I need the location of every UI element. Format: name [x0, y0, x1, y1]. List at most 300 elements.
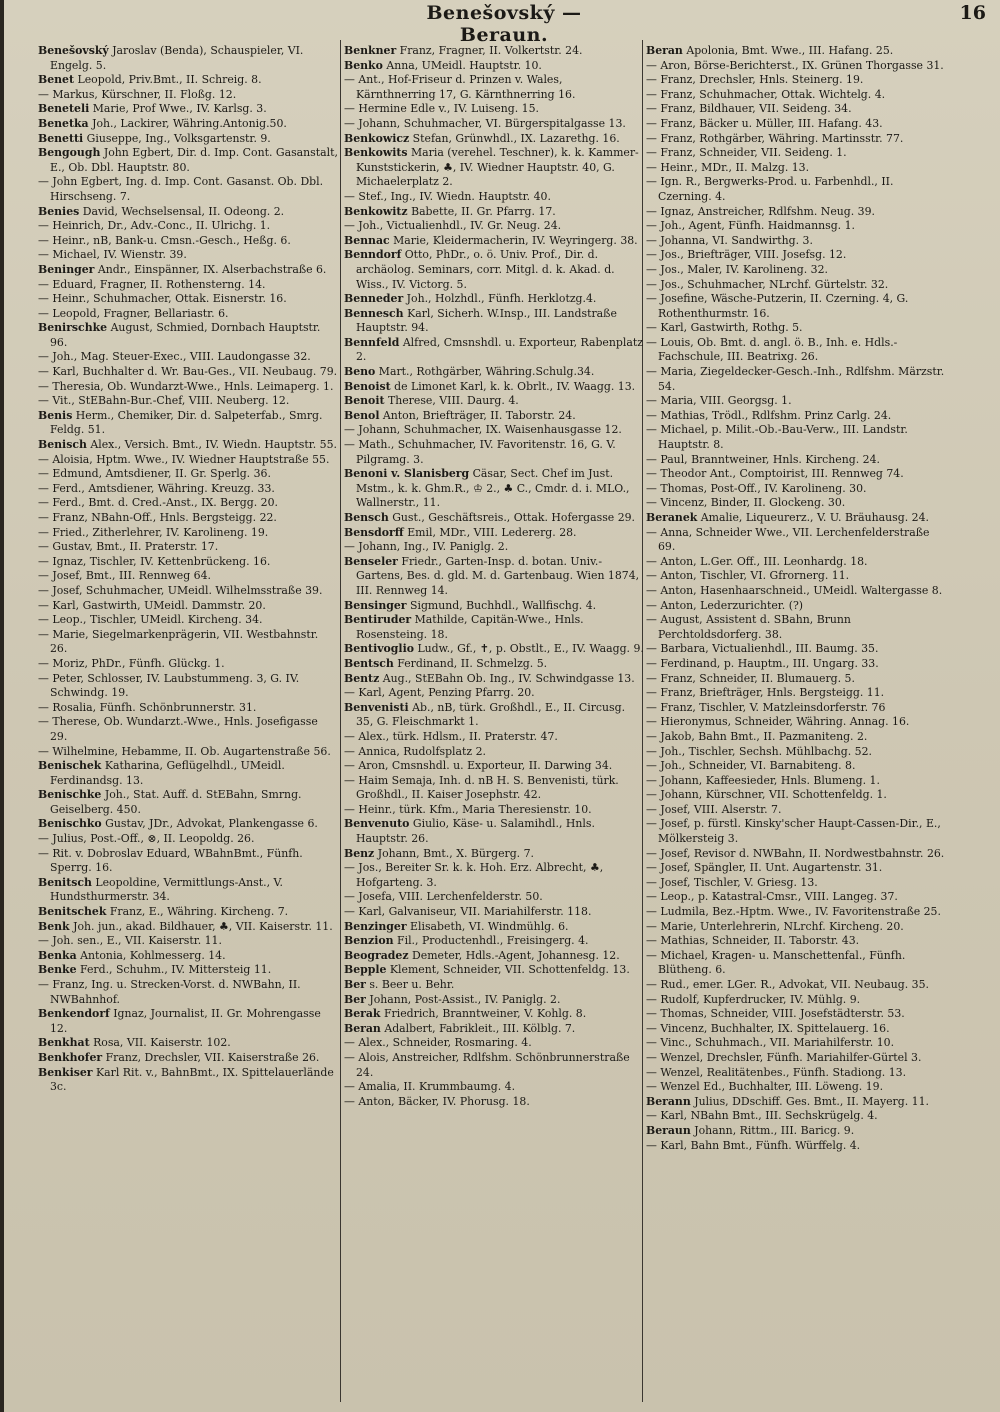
- entry-surname: Bensdorff: [344, 525, 404, 539]
- entry-details: — Jos., Bereiter Sr. k. k. Hoh. Erz. Albrecht, ♣, Hofgarteng. 3.: [344, 861, 604, 889]
- entry-surname: Benkhofer: [38, 1050, 103, 1064]
- entry-details: — Alex., türk. Hdlsm., II. Praterstr. 47.: [344, 729, 558, 743]
- directory-entry: [344, 394, 644, 409]
- directory-entry: [646, 365, 946, 394]
- entry-details: Amalie, Liqueurerz., V. U. Bräuhausg. 24.: [700, 511, 929, 524]
- entry-details: Emil, MDr., VIII. Ledererg. 28.: [407, 525, 577, 539]
- directory-entry: [646, 657, 946, 672]
- directory-entry: [646, 1139, 946, 1154]
- directory-entry: [38, 526, 338, 541]
- entry-details: — Karl, Buchhalter d. Wr. Bau-Ges., VII. Neubaug. 79.: [38, 365, 338, 379]
- directory-entry: [344, 817, 644, 846]
- entry-surname: Bengough: [38, 146, 101, 160]
- directory-entry: [38, 292, 338, 307]
- directory-entry: [344, 555, 644, 599]
- directory-entry: [38, 409, 338, 438]
- entry-details: — Josef, Tischler, V. Griesg. 13.: [646, 875, 818, 889]
- entry-surname: Benetka: [38, 116, 89, 130]
- entry-surname: Benischek: [38, 759, 102, 773]
- directory-entry: [344, 438, 644, 467]
- entry-details: — Johanna, VI. Sandwirthg. 3.: [646, 233, 813, 247]
- entry-details: Antonia, Kohlmesserg. 14.: [80, 948, 226, 962]
- directory-entry: [344, 365, 644, 380]
- directory-entry: [38, 817, 338, 832]
- directory-entry: [344, 920, 644, 935]
- directory-entry: [646, 1124, 946, 1139]
- directory-entry: [646, 876, 946, 891]
- entry-details: Cäsar, Sect. Chef im Just. Mstm., k. k. Ghm.R., ♔ 2., ♣ C., Cmdr. d. i. MLO., Wallnerstr., 11.: [356, 467, 630, 510]
- directory-entry: [646, 234, 946, 249]
- entry-surname: Benkendorf: [38, 1007, 110, 1021]
- directory-entry: [344, 934, 644, 949]
- entry-details: — Fried., Zitherlehrer, IV. Karolineng. 19.: [38, 525, 269, 539]
- directory-entry: [646, 73, 946, 88]
- directory-entry: [38, 205, 338, 220]
- entry-surname: Berann: [646, 1094, 691, 1108]
- entry-details: Otto, PhDr., o. ö. Univ. Prof., Dir. d. archäolog. Seminars, corr. Mitgl. d. k. Akad. d. Wiss., IV. Victorg. 5.: [356, 248, 615, 291]
- entry-details: — Therese, Ob. Wundarzt.-Wwe., Hnls. Josefigasse 29.: [38, 715, 318, 743]
- entry-details: — Franz, Bildhauer, VII. Seideng. 34.: [646, 102, 852, 116]
- directory-entry: [344, 467, 644, 511]
- directory-entry: [646, 423, 946, 452]
- entry-details: — Wenzel, Drechsler, Fünfh. Mariahilfer-Gürtel 3.: [646, 1050, 922, 1064]
- entry-details: — Rit. v. Dobroslav Eduard, WBahnBmt., Fünfh. Sperrg. 16.: [38, 846, 303, 875]
- entry-details: — Franz, Schneider, VII. Seideng. 1.: [646, 146, 847, 160]
- directory-entry: [646, 496, 946, 511]
- entry-details: — Markus, Kürschner, II. Floßg. 12.: [38, 87, 237, 101]
- entry-details: — Aloisia, Hptm. Wwe., IV. Wiedner Hauptstraße 55.: [38, 452, 330, 466]
- directory-entry: [646, 1022, 946, 1037]
- entry-surname: Bennfeld: [344, 335, 400, 349]
- entry-surname: Benvenisti: [344, 700, 409, 714]
- entry-details: — Leopold, Fragner, Bellariastr. 6.: [38, 306, 229, 320]
- directory-entry: [38, 715, 338, 744]
- entry-details: David, Wechselsensal, II. Odeong. 2.: [82, 204, 285, 218]
- entry-details: — Louis, Ob. Bmt. d. angl. ö. B., Inh. e. Hdls.-Fachschule, III. Beatrixg. 26.: [646, 335, 898, 364]
- entry-details: — Franz, Tischler, V. Matzleinsdorferstr. 76: [646, 700, 886, 714]
- entry-details: Julius, DDschiff. Ges. Bmt., II. Mayerg. 11.: [694, 1094, 929, 1108]
- entry-details: Joh. jun., akad. Bildhauer, ♣, VII. Kaiserstr. 11.: [73, 919, 333, 933]
- directory-entry: [38, 788, 338, 817]
- entry-details: Giuseppe, Ing., Volksgartenstr. 9.: [86, 131, 271, 145]
- entry-details: Franz, E., Währing. Kircheng. 7.: [109, 905, 289, 919]
- entry-details: — Anton, Tischler, VI. Gfrornerg. 11.: [646, 569, 850, 583]
- directory-entry: [646, 102, 946, 117]
- entry-details: — Paul, Branntweiner, Hnls. Kircheng. 24.: [646, 452, 880, 466]
- entry-details: — Theodor Ant., Comptoirist, III. Rennweg 74.: [646, 467, 904, 481]
- entry-details: — Mathias, Trödl., Rdlfshm. Prinz Carlg. 24.: [646, 408, 892, 422]
- entry-details: August, Schmied, Dornbach Hauptstr. 96.: [50, 321, 321, 349]
- directory-entry: [646, 890, 946, 905]
- directory-entry: [38, 278, 338, 293]
- directory-entry: [646, 409, 946, 424]
- directory-entry: [344, 672, 644, 687]
- directory-entry: [344, 205, 644, 220]
- entry-details: Franz, Fragner, II. Volkertstr. 24.: [399, 44, 583, 57]
- entry-details: Alex., Versich. Bmt., IV. Wiedn. Hauptstr. 55.: [90, 438, 337, 452]
- entry-details: — Franz, Briefträger, Hnls. Bergsteigg. 11.: [646, 686, 885, 700]
- directory-entry: [344, 949, 644, 964]
- entry-details: — Gustav, Bmt., II. Praterstr. 17.: [38, 540, 219, 554]
- entry-details: — Theresia, Ob. Wundarzt-Wwe., Hnls. Leimaperg. 1.: [38, 379, 334, 393]
- directory-entry: [344, 102, 644, 117]
- directory-entry: [344, 73, 644, 102]
- entry-details: — Thomas, Post-Off., IV. Karolineng. 30.: [646, 481, 867, 495]
- directory-entry: [344, 759, 644, 774]
- entry-details: — Johann, Schuhmacher, IX. Waisenhausgasse 12.: [344, 423, 622, 437]
- entry-details: Maria (verehel. Teschner), k. k. Kammer-Kunststickerin, ♣, IV. Wiedner Hauptstr. 40, G. Michaelerplatz 2.: [356, 146, 639, 189]
- entry-surname: Benka: [38, 948, 77, 962]
- entry-surname: Benešovský: [38, 44, 109, 57]
- entry-details: — Jos., Briefträger, VIII. Josefsg. 12.: [646, 248, 847, 262]
- entry-surname: Beninger: [38, 262, 95, 276]
- directory-entry: [344, 686, 644, 701]
- entry-surname: Benzion: [344, 934, 394, 948]
- entry-details: Ab., nB, türk. Großhdl., E., II. Circusg. 35, G. Fleischmarkt 1.: [356, 700, 626, 729]
- entry-surname: Benneder: [344, 292, 404, 306]
- entry-details: — Josef, Spängler, II. Unt. Augartenstr. 31.: [646, 861, 883, 875]
- entry-details: — Josef, Revisor d. NWBahn, II. Nordwestbahnstr. 26.: [646, 846, 945, 860]
- entry-details: — Rud., emer. LGer. R., Advokat, VII. Neubaug. 35.: [646, 978, 929, 991]
- entry-details: Gust., Geschäftsreis., Ottak. Hofergasse 29.: [392, 511, 636, 524]
- entry-details: Marie, Kleidermacherin, IV. Weyringerg. 38.: [393, 233, 638, 247]
- entry-details: Rosa, VII. Kaiserstr. 102.: [93, 1036, 231, 1050]
- directory-entry: [646, 759, 946, 774]
- entry-details: — Moriz, PhDr., Fünfh. Glückg. 1.: [38, 656, 225, 670]
- directory-entry: [38, 248, 338, 263]
- directory-entry: [38, 234, 338, 249]
- directory-entry: [646, 993, 946, 1008]
- directory-entry: [344, 526, 644, 541]
- directory-entry: [646, 584, 946, 599]
- entry-details: Sigmund, Buchhdl., Wallfischg. 4.: [410, 598, 597, 612]
- entry-details: — Rudolf, Kupferdrucker, IV. Mühlg. 9.: [646, 992, 861, 1006]
- entry-details: — Michael, p. Milit.-Ob.-Bau-Verw., III. Landstr. Hauptstr. 8.: [646, 423, 908, 452]
- running-head-title: Benešovský — Beraun.: [426, 2, 582, 46]
- entry-details: — Hieronymus, Schneider, Währing. Annag. 16.: [646, 715, 910, 729]
- entry-details: — Joh., Agent, Fünfh. Haidmannsg. 1.: [646, 219, 855, 233]
- entry-surname: Beraun: [646, 1123, 691, 1137]
- entry-details: Jaroslav (Benda), Schauspieler, VI. Engelg. 5.: [50, 44, 304, 72]
- directory-entry: [344, 861, 644, 890]
- directory-entry: [38, 949, 338, 964]
- directory-entry: [38, 219, 338, 234]
- entry-surname: Beogradez: [344, 948, 409, 962]
- directory-entry: [646, 132, 946, 147]
- entry-details: Joh., Stat. Auff. d. StEBahn, Smrng. Geiselberg. 450.: [50, 788, 302, 816]
- entry-surname: Beranek: [646, 511, 698, 524]
- entry-surname: Beran: [344, 1021, 381, 1035]
- column-divider: [340, 40, 341, 1402]
- entry-details: — Josef, Schuhmacher, UMeidl. Wilhelmsstraße 39.: [38, 583, 323, 597]
- entry-details: — Johann, Schuhmacher, VI. Bürgerspitalgasse 13.: [344, 116, 626, 130]
- entry-details: — Franz, Bäcker u. Müller, III. Hafang. 43.: [646, 116, 883, 130]
- directory-entry: [646, 1080, 946, 1095]
- directory-entry: [646, 745, 946, 760]
- directory-entry: [38, 321, 338, 350]
- directory-entry: [38, 496, 338, 511]
- entry-details: — Alois, Anstreicher, Rdlfshm. Schönbrunnerstraße 24.: [344, 1050, 630, 1079]
- entry-details: — Michael, Kragen- u. Manschettenfal., Fünfh. Blütheng. 6.: [646, 948, 906, 977]
- directory-entry: [344, 1022, 644, 1037]
- entry-details: — Wenzel Ed., Buchhalter, III. Löweng. 19.: [646, 1080, 884, 1094]
- directory-entry: [344, 613, 644, 642]
- entry-details: Demeter, Hdls.-Agent, Johannesg. 12.: [412, 948, 620, 962]
- entry-details: — Ferd., Bmt. d. Cred.-Anst., IX. Bergg. 20.: [38, 496, 278, 510]
- entry-details: — Joh., Victualienhdl., IV. Gr. Neug. 24.: [344, 219, 562, 233]
- directory-entry: [38, 934, 338, 949]
- entry-details: — Amalia, II. Krummbaumg. 4.: [344, 1080, 516, 1094]
- entry-details: — Karl, NBahn Bmt., III. Sechskrügelg. 4.: [646, 1109, 878, 1123]
- entry-details: Karl, Sicherh. W.Insp., III. Landstraße Hauptstr. 94.: [356, 306, 617, 335]
- entry-details: Gustav, JDr., Advokat, Plankengasse 6.: [105, 817, 318, 831]
- entry-details: — Barbara, Victualienhdl., III. Baumg. 35.: [646, 642, 879, 656]
- entry-surname: Benol: [344, 408, 380, 422]
- entry-details: — Ferd., Amtsdiener, Währing. Kreuzg. 33.: [38, 481, 275, 495]
- entry-details: — Haim Semaja, Inh. d. nB H. S. Benvenisti, türk. Großhdl., II. Kaiser Josephstr. 42.: [344, 773, 619, 802]
- entry-details: — Franz, Schneider, II. Blumauerg. 5.: [646, 671, 855, 685]
- directory-entry: [646, 1007, 946, 1022]
- entry-surname: Ber: [344, 992, 366, 1006]
- entry-details: — Franz, Schuhmacher, Ottak. Wichtelg. 4.: [646, 87, 886, 101]
- directory-entry: [646, 730, 946, 745]
- entry-details: — Joh., Schneider, VI. Barnabiteng. 8.: [646, 759, 856, 773]
- directory-entry: [344, 511, 644, 526]
- entry-details: — Vit., StEBahn-Bur.-Chef, VIII. Neuberg. 12.: [38, 394, 290, 408]
- directory-entry: [646, 642, 946, 657]
- entry-surname: Benkowitz: [344, 204, 408, 218]
- directory-entry: [646, 686, 946, 701]
- entry-surname: Benkowicz: [344, 131, 410, 145]
- entry-details: — Josef, p. fürstl. Kinsky'scher Haupt-Cassen-Dir., E., Mölkersteig 3.: [646, 817, 941, 846]
- entry-details: — Ignaz, Anstreicher, Rdlfshm. Neug. 39.: [646, 204, 876, 218]
- entry-surname: Beno: [344, 365, 376, 379]
- directory-entry: [344, 1007, 644, 1022]
- directory-entry: [646, 1066, 946, 1081]
- directory-entry: [646, 788, 946, 803]
- entry-details: — Josef, VIII. Alserstr. 7.: [646, 802, 782, 816]
- entry-details: — Jos., Maler, IV. Karolineng. 32.: [646, 262, 828, 276]
- entry-details: Friedrich, Branntweiner, V. Kohlg. 8.: [383, 1007, 587, 1021]
- directory-entry: [344, 336, 644, 365]
- entry-details: — Vinc., Schuhmach., VII. Mariahilferstr. 10.: [646, 1036, 895, 1050]
- directory-entry: [344, 657, 644, 672]
- entry-details: Karl Rit. v., BahnBmt., IX. Spittelauerlände 3c.: [50, 1065, 334, 1094]
- entry-details: Ferd., Schuhm., IV. Mittersteig 11.: [80, 963, 272, 977]
- directory-entry: [646, 613, 946, 642]
- entry-details: Johann, Bmt., X. Bürgerg. 7.: [377, 846, 535, 860]
- entry-details: Aug., StEBahn Ob. Ing., IV. Schwindgasse 13.: [382, 671, 635, 685]
- entry-details: — Maria, VIII. Georgsg. 1.: [646, 394, 792, 408]
- directory-entry: [344, 380, 644, 395]
- entry-details: Ignaz, Journalist, II. Gr. Mohrengasse 12.: [50, 1007, 321, 1035]
- entry-surname: Bensinger: [344, 598, 407, 612]
- entry-details: — Ferdinand, p. Hauptm., III. Ungarg. 33.: [646, 656, 879, 670]
- entry-details: — Leop., Tischler, UMeidl. Kircheng. 34.: [38, 613, 263, 627]
- directory-entry: [344, 803, 644, 818]
- entry-details: — John Egbert, Ing. d. Imp. Cont. Gasanst. Ob. Dbl. Hirschseng. 7.: [38, 175, 324, 203]
- directory-entry: [646, 774, 946, 789]
- directory-entry: [38, 73, 338, 88]
- entry-details: — Julius, Post.-Off., ⊗, II. Leopoldg. 26.: [38, 832, 255, 846]
- directory-entry: [344, 642, 644, 657]
- directory-entry: [38, 759, 338, 788]
- directory-entry: [344, 890, 644, 905]
- directory-entry: [38, 394, 338, 409]
- entry-surname: Beneteli: [38, 102, 90, 116]
- directory-entry: [38, 672, 338, 701]
- directory-entry: [344, 1080, 644, 1095]
- entry-details: — Edmund, Amtsdiener, II. Gr. Sperlg. 36.: [38, 467, 271, 481]
- directory-entry: [344, 745, 644, 760]
- entry-details: Babette, II. Gr. Pfarrg. 17.: [411, 204, 556, 218]
- entry-details: — Heinr., Schuhmacher, Ottak. Eisnerstr. 16.: [38, 292, 287, 306]
- directory-entry: [38, 540, 338, 555]
- directory-entry: [646, 1109, 946, 1124]
- directory-entry: [38, 1036, 338, 1051]
- directory-entry: [38, 847, 338, 876]
- entry-details: — Johann, Ing., IV. Paniglg. 2.: [344, 540, 509, 554]
- directory-entry: [646, 701, 946, 716]
- entry-surname: Benis: [38, 408, 73, 422]
- entry-details: — Josefine, Wäsche-Putzerin, II. Czerning. 4, G. Rothenthurmstr. 16.: [646, 292, 909, 320]
- entry-details: — Anton, L.Ger. Off., III. Leonhardg. 18.: [646, 554, 868, 568]
- directory-entry: [38, 44, 338, 73]
- entry-surname: Benies: [38, 204, 80, 218]
- entry-details: John Egbert, Dir. d. Imp. Cont. Gasanstalt, E., Ob. Dbl. Hauptstr. 80.: [50, 146, 338, 174]
- directory-entry: [646, 934, 946, 949]
- entry-details: Katharina, Geflügelhdl., UMeidl. Ferdinandsg. 13.: [50, 759, 285, 787]
- entry-details: Friedr., Garten-Insp. d. botan. Univ.-Gartens, Bes. d. gld. M. d. Gartenbaug. Wien 1874, III. Rennweg 14.: [356, 554, 640, 597]
- entry-details: — Karl, Bahn Bmt., Fünfh. Würffelg. 4.: [646, 1138, 861, 1152]
- entry-details: — Ign. R., Bergwerks-Prod. u. Farbenhdl., II. Czerning. 4.: [646, 175, 894, 203]
- directory-entry: [38, 175, 338, 204]
- entry-details: — Franz, Rothgärber, Währing. Martinsstr. 77.: [646, 131, 904, 145]
- directory-entry: [646, 44, 946, 59]
- directory-entry: [344, 117, 644, 132]
- entry-details: — Vincenz, Binder, II. Glockeng. 30.: [646, 496, 846, 510]
- entry-details: — Heinrich, Dr., Adv.-Conc., II. Ulrichg. 1.: [38, 219, 271, 233]
- directory-entry: [38, 978, 338, 1007]
- entry-details: — Franz, NBahn-Off., Hnls. Bergsteigg. 22.: [38, 511, 277, 524]
- directory-entry: [38, 307, 338, 322]
- directory-entry: [38, 511, 338, 526]
- directory-entry: [38, 920, 338, 935]
- directory-entry: [38, 569, 338, 584]
- entry-surname: Benischko: [38, 817, 102, 831]
- directory-entry: [646, 336, 946, 365]
- directory-entry: [344, 1036, 644, 1051]
- entry-details: — Anton, Hasenhaarschneid., UMeidl. Waltergasse 8.: [646, 583, 943, 597]
- entry-details: — August, Assistent d. SBahn, Brunn Perchtoldsdorferg. 38.: [646, 613, 851, 641]
- directory-entry: [646, 453, 946, 468]
- directory-entry: [38, 365, 338, 380]
- directory-entry: [646, 905, 946, 920]
- entry-details: Joh., Holzhdl., Fünfh. Herklotzg.4.: [406, 292, 597, 306]
- directory-entry: [646, 978, 946, 993]
- entry-details: s. Beer u. Behr.: [369, 978, 455, 991]
- directory-entry: [646, 949, 946, 978]
- directory-entry: [646, 321, 946, 336]
- entry-surname: Benisch: [38, 438, 87, 452]
- entry-details: — Anton, Lederzurichter. (?): [646, 598, 804, 612]
- entry-surname: Benndorf: [344, 248, 402, 262]
- entry-details: Johann, Rittm., III. Baricg. 9.: [694, 1123, 855, 1137]
- entry-surname: Benoni v. Slanisberg: [344, 467, 470, 481]
- directory-entry: [646, 467, 946, 482]
- entry-surname: Beran: [646, 44, 683, 57]
- directory-entry: [646, 555, 946, 570]
- entry-details: Ferdinand, II. Schmelzg. 5.: [397, 656, 548, 670]
- directory-entry: [344, 190, 644, 205]
- directory-entry: [344, 234, 644, 249]
- entry-surname: Benitschek: [38, 905, 107, 919]
- directory-entry: [646, 817, 946, 846]
- entry-details: — Karl, Gastwirth, Rothg. 5.: [646, 321, 803, 335]
- entry-surname: Benirschke: [38, 321, 108, 335]
- directory-entry: [344, 1095, 644, 1110]
- entry-details: — Michael, IV. Wienstr. 39.: [38, 248, 187, 262]
- entry-details: — Wenzel, Realitätenbes., Fünfh. Stadiong. 13.: [646, 1065, 907, 1079]
- directory-entry: [38, 963, 338, 978]
- entry-details: — Josef, Bmt., III. Rennweg 64.: [38, 569, 211, 583]
- entry-details: Marie, Prof Wwe., IV. Karlsg. 3.: [92, 102, 267, 116]
- entry-details: — Franz, Ing. u. Strecken-Vorst. d. NWBahn, II. NWBahnhof.: [38, 978, 301, 1006]
- directory-entry: [344, 1051, 644, 1080]
- entry-surname: Bentiruder: [344, 613, 412, 627]
- column-3: [646, 44, 946, 1404]
- entry-details: Mathilde, Capitän-Wwe., Hnls. Rosensteing. 18.: [356, 613, 584, 641]
- directory-entry: [646, 672, 946, 687]
- directory-entry: [38, 1007, 338, 1036]
- directory-entry: [646, 920, 946, 935]
- directory-entry: [344, 132, 644, 147]
- entry-details: — Alex., Schneider, Rosmaring. 4.: [344, 1036, 532, 1050]
- entry-details: — Karl, Agent, Penzing Pfarrg. 20.: [344, 686, 535, 700]
- directory-entry: [38, 453, 338, 468]
- directory-entry: [646, 847, 946, 862]
- entry-surname: Berak: [344, 1007, 381, 1021]
- entry-details: Anton, Briefträger, II. Taborstr. 24.: [382, 408, 576, 422]
- entry-surname: Benz: [344, 846, 375, 860]
- entry-details: — Leop., p. Katastral-Cmsr., VIII. Langeg. 37.: [646, 890, 898, 904]
- directory-entry: [38, 350, 338, 365]
- entry-details: — Heinr., MDr., II. Malzg. 13.: [646, 160, 810, 174]
- directory-entry: [646, 219, 946, 234]
- entry-surname: Benetti: [38, 131, 84, 145]
- entry-surname: Benoit: [344, 394, 385, 408]
- directory-entry: [646, 161, 946, 176]
- directory-entry: [344, 905, 644, 920]
- directory-entry: [646, 861, 946, 876]
- entry-details: Ludw., Gf., ✝, p. Obstlt., E., IV. Waagg. 9.: [417, 642, 644, 656]
- entry-surname: Benkhat: [38, 1036, 90, 1050]
- entry-surname: Bentsch: [344, 656, 394, 670]
- entry-surname: Benzinger: [344, 919, 407, 933]
- directory-entry: [38, 628, 338, 657]
- entry-details: — Peter, Schlosser, IV. Laubstummeng. 3, G. IV. Schwindg. 19.: [38, 671, 300, 700]
- entry-details: Adalbert, Fabrikleit., III. Kölblg. 7.: [384, 1021, 576, 1035]
- entry-details: Elisabeth, VI. Windmühlg. 6.: [410, 919, 569, 933]
- directory-entry: [646, 117, 946, 132]
- entry-details: — Joh. sen., E., VII. Kaiserstr. 11.: [38, 934, 222, 948]
- running-head: [4, 2, 1000, 46]
- directory-entry: [38, 438, 338, 453]
- directory-entry: [38, 832, 338, 847]
- directory-entry: [646, 715, 946, 730]
- directory-entry: [38, 555, 338, 570]
- directory-entry: [344, 146, 644, 190]
